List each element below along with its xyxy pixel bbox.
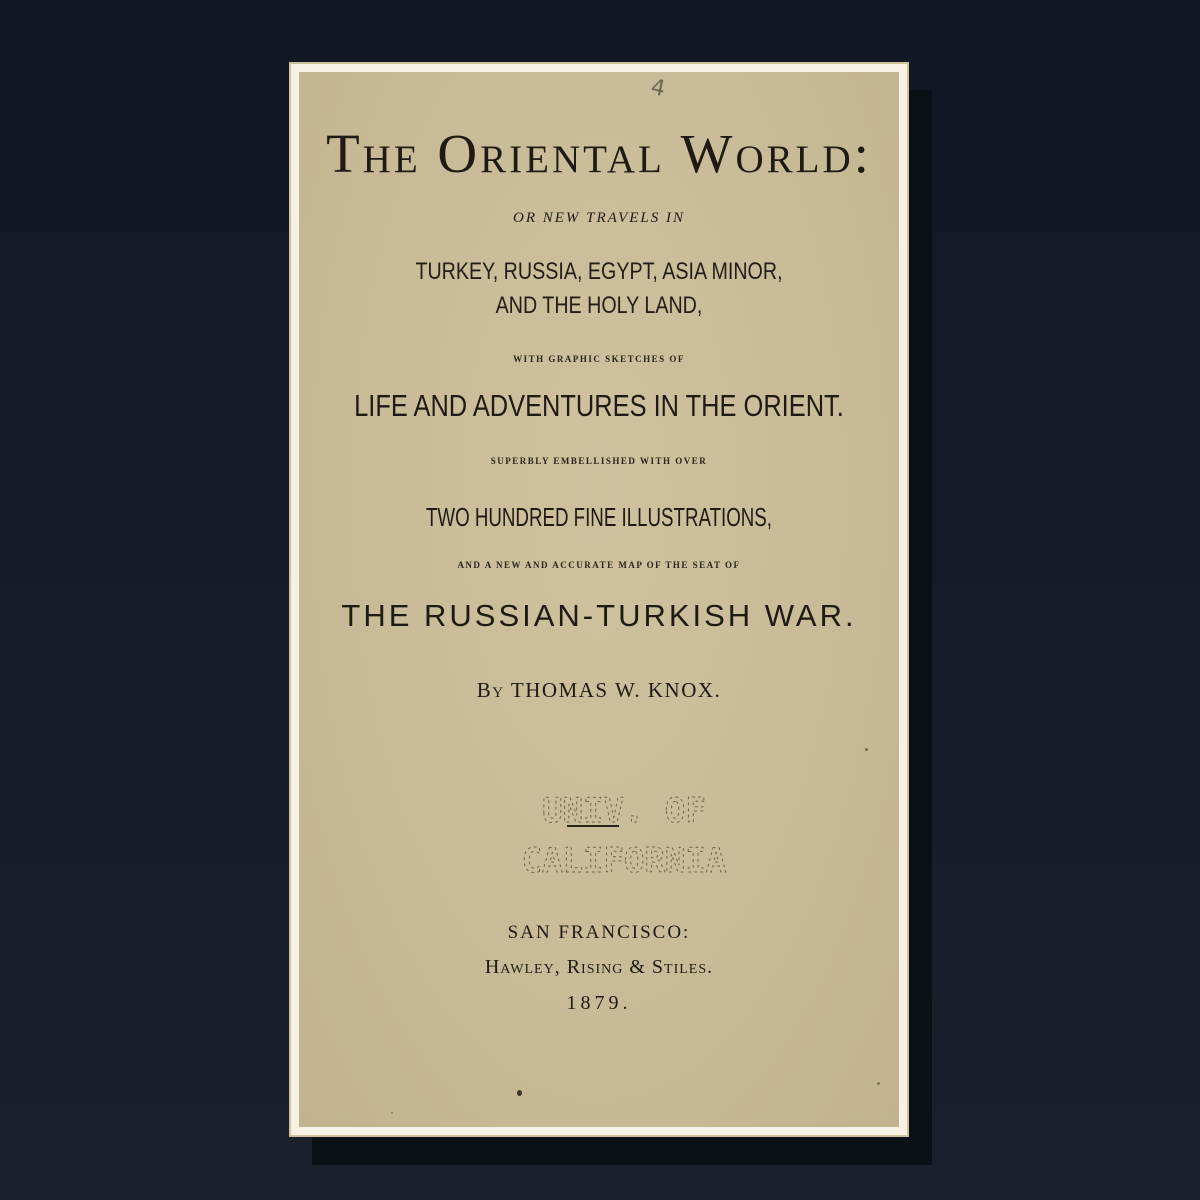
- perforated-library-stamp: [499, 784, 749, 884]
- book-title: The Oriental World:: [326, 123, 872, 184]
- superbly-embellished-line: SUPERBLY EMBELLISHED WITH OVER: [490, 456, 708, 466]
- countries-line-1: TURKEY, RUSSIA, EGYPT, ASIA MINOR,: [415, 258, 783, 285]
- place-line: SAN FRANCISCO:: [507, 922, 691, 943]
- publisher-line: Hawley, Rising & Stiles.: [484, 956, 714, 978]
- countries-line-2: AND THE HOLY LAND,: [495, 292, 703, 319]
- foxing-speck: [877, 1082, 880, 1085]
- foxing-speck: [865, 748, 868, 751]
- accurate-map-line: AND A NEW AND ACCURATE MAP OF THE SEAT OF: [457, 560, 741, 570]
- graphic-sketches-line: WITH GRAPHIC SKETCHES OF: [513, 354, 685, 364]
- foxing-speck: [517, 1090, 522, 1096]
- title-page: [299, 72, 899, 1127]
- stamp-line-1: UNIV. OF: [542, 791, 706, 831]
- year-line: 1879.: [566, 992, 632, 1014]
- stamp-line-2: CALIFORNIA: [521, 841, 727, 881]
- life-adventures-line: LIFE AND ADVENTURES IN THE ORIENT.: [354, 388, 844, 423]
- foxing-speck: [391, 1112, 393, 1114]
- war-line: THE RUSSIAN-TURKISH WAR.: [341, 598, 857, 633]
- illustrations-line: TWO HUNDRED FINE ILLUSTRATIONS,: [425, 502, 772, 532]
- subtitle: OR NEW TRAVELS IN: [513, 210, 685, 226]
- pencil-annotation: 4: [648, 74, 668, 103]
- author-line: By THOMAS W. KNOX.: [476, 678, 722, 702]
- document-frame: [289, 62, 909, 1137]
